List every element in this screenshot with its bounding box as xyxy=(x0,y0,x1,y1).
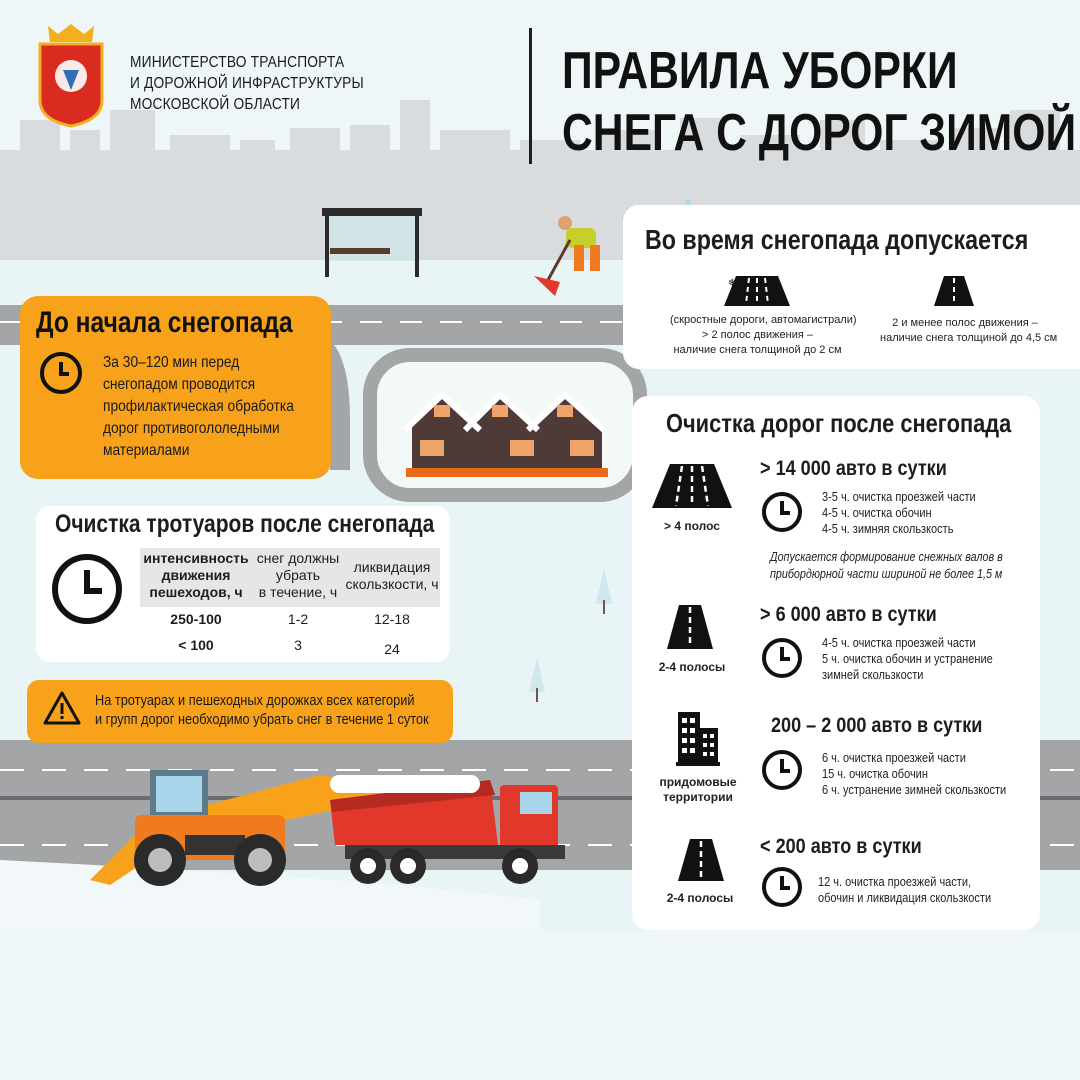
header-line: пешеходов, ч xyxy=(149,584,243,600)
header-cell xyxy=(140,550,252,601)
road-icon xyxy=(722,274,792,308)
ministry-line: МОСКОВСКОЙ ОБЛАСТИ xyxy=(130,96,301,113)
svg-text:❄: ❄ xyxy=(728,278,737,289)
houses xyxy=(405,395,608,477)
category-heading: 200 – 2 000 авто в сутки xyxy=(771,714,983,737)
item-line: 15 ч. очистка обочин xyxy=(822,767,928,781)
label-line: 2-4 полосы xyxy=(666,891,734,905)
clock-icon xyxy=(760,865,804,909)
clock-icon xyxy=(760,490,804,534)
item-line: 12 ч. очистка проезжей части, xyxy=(818,875,972,889)
text-line: За 30–120 мин перед xyxy=(103,354,240,371)
header-line: ликвидация xyxy=(353,559,431,575)
table-cell: 1-2 xyxy=(287,611,309,627)
during-left-note xyxy=(670,313,857,358)
warning-line: На тротуарах и пешеходных дорожках всех категорий xyxy=(95,693,415,709)
warning-text xyxy=(95,692,429,730)
category-items xyxy=(818,874,991,906)
header-line: в течение, ч xyxy=(258,584,338,600)
ministry-line: МИНИСТЕРСТВО ТРАНСПОРТА xyxy=(130,54,345,71)
text-line: дорог противогололедными xyxy=(103,420,280,437)
clock-icon xyxy=(38,350,84,396)
header-line: снег должны xyxy=(256,550,340,566)
before-snowfall-text xyxy=(103,352,318,462)
table-cell: 250-100 xyxy=(170,611,222,627)
category-label xyxy=(650,660,734,675)
table-cell: 24 xyxy=(384,641,400,657)
apartment-buildings-icon xyxy=(676,710,720,766)
header-divider xyxy=(529,28,532,164)
title-line: СНЕГА С ДОРОГ ЗИМОЙ xyxy=(562,104,1077,162)
moscow-region-emblem-icon xyxy=(36,20,106,128)
header-cell xyxy=(252,550,344,601)
category-label xyxy=(650,519,734,534)
label-line: придомовые xyxy=(659,775,737,789)
item-line: обочин и ликвидация скользкости xyxy=(818,891,992,905)
clock-icon xyxy=(760,636,804,680)
ministry-name xyxy=(130,52,364,115)
label-line: 2-4 полосы xyxy=(658,660,726,674)
category-items xyxy=(822,635,993,683)
road-icon xyxy=(665,603,715,651)
note-line: > 2 полос движения – xyxy=(702,329,813,341)
road-icon xyxy=(676,837,726,883)
text-line: снегопадом проводится xyxy=(103,376,256,393)
item-line: 4-5 ч. очистка проезжей части xyxy=(822,636,976,650)
ministry-line: И ДОРОЖНОЙ ИНФРАСТРУКТУРЫ xyxy=(130,75,364,92)
category-heading: < 200 авто в сутки xyxy=(760,835,922,858)
note-line: наличие снега толщиной до 2 см xyxy=(673,344,842,356)
warning-line: и групп дорог необходимо убрать снег в течение 1 суток xyxy=(95,712,429,728)
during-right-note xyxy=(880,316,1058,346)
header-line: движения xyxy=(161,567,231,583)
category-note xyxy=(770,549,1003,583)
category-label xyxy=(650,775,746,805)
road-icon xyxy=(932,274,976,308)
during-snowfall-title: Во время снегопада допускается xyxy=(645,224,1029,255)
note-line: Допускается формирование снежных валов в xyxy=(770,550,1003,564)
table-cell: < 100 xyxy=(178,637,214,653)
item-line: 6 ч. устранение зимней скользкости xyxy=(822,783,1007,797)
item-line: 4-5 ч. очистка обочин xyxy=(822,506,932,520)
warning-triangle-icon xyxy=(43,690,81,726)
table-cell: 12-18 xyxy=(374,611,410,627)
note-line: прибордюрной части шириной не более 1,5 м xyxy=(770,567,1003,581)
item-line: 6 ч. очистка проезжей части xyxy=(822,751,966,765)
header-line: интенсивность xyxy=(143,550,249,566)
header-line: убрать xyxy=(275,567,321,583)
item-line: 3-5 ч. очистка проезжей части xyxy=(822,490,976,504)
header-cell xyxy=(344,559,440,593)
text-line: профилактическая обработка xyxy=(103,398,294,415)
category-heading: > 14 000 авто в сутки xyxy=(760,457,947,480)
note-line: (скростные дороги, автомагистрали) xyxy=(670,314,857,326)
item-line: 5 ч. очистка обочин и устранение xyxy=(822,652,993,666)
label-line: > 4 полос xyxy=(664,519,720,533)
sidewalks-title: Очистка тротуаров после снегопада xyxy=(55,510,435,538)
before-snowfall-title: До начала снегопада xyxy=(36,306,293,339)
note-line: наличие снега толщиной до 4,5 см xyxy=(880,332,1058,344)
category-heading: > 6 000 авто в сутки xyxy=(760,603,937,626)
road-icon xyxy=(650,462,734,510)
category-items xyxy=(822,750,1006,798)
table-cell: 3 xyxy=(294,637,302,653)
clock-icon xyxy=(760,748,804,792)
page-title xyxy=(562,40,1076,164)
title-line: ПРАВИЛА УБОРКИ xyxy=(562,42,958,100)
category-label xyxy=(658,891,742,906)
item-line: 4-5 ч. зимняя скользкость xyxy=(822,522,954,536)
header-line: скользкости, ч xyxy=(345,576,439,592)
clock-icon xyxy=(50,552,124,626)
after-snowfall-title: Очистка дорог после снегопада xyxy=(666,408,1012,438)
label-line: территории xyxy=(663,790,733,804)
item-line: зимней скользкости xyxy=(822,668,924,682)
category-items xyxy=(822,489,976,537)
note-line: 2 и менее полос движения – xyxy=(892,317,1038,329)
text-line: материалами xyxy=(103,442,190,459)
